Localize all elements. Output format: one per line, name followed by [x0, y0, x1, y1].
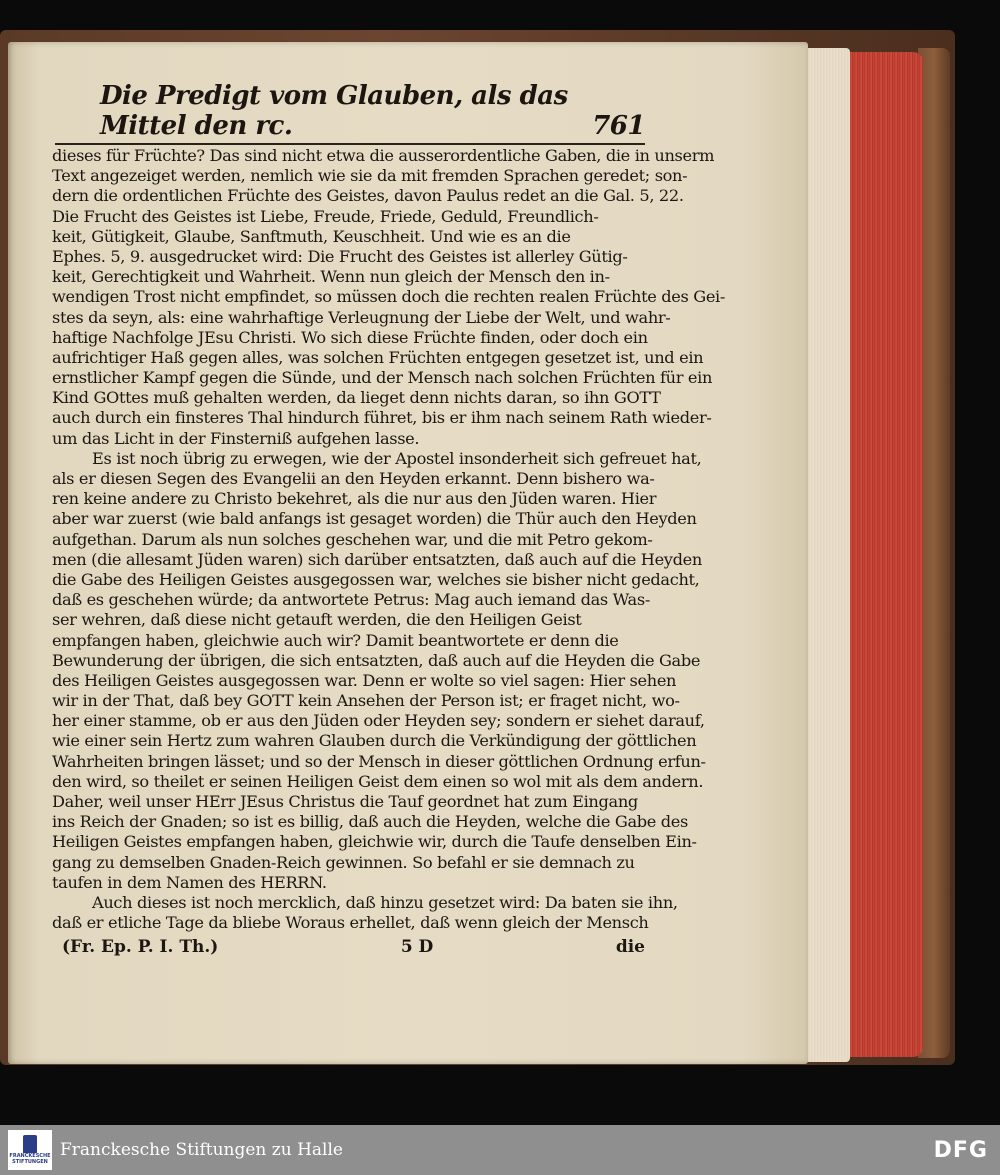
text-line: haftige Nachfolge JEsu Christi. Wo sich diese Früchte finden, oder doch ein — [52, 327, 648, 347]
text-line: gang zu demselben Gnaden-Reich gewinnen. So befahl er sie demnach zu — [52, 852, 635, 872]
text-line: wendigen Trost nicht empfindet, so müssen doch die rechten realen Früchte des Gei- — [52, 287, 725, 307]
text-line: aufgethan. Darum als nun solches geschehen war, und die mit Petro gekom- — [52, 529, 653, 549]
signature-left: (Fr. Ep. P. I. Th.) — [62, 937, 219, 957]
text-line: Kind GOttes muß gehalten werden, da lieget denn nichts daran, so ihn GOTT — [52, 388, 661, 408]
text-line: daß es geschehen würde; da antwortete Petrus: Mag auch iemand das Was- — [52, 590, 650, 610]
dfg-logo[interactable]: DFG — [933, 1137, 988, 1163]
text-line: taufen in dem Namen des HERRN. — [52, 872, 327, 892]
text-line: keit, Gütigkeit, Glaube, Sanftmuth, Keuschheit. Und wie es an die — [52, 226, 571, 246]
franckesche-logo[interactable] — [8, 1130, 52, 1170]
text-line: des Heiligen Geistes ausgegossen war. Denn er wolte so viel sagen: Hier sehen — [52, 670, 677, 690]
text-line: Daher, weil unser HErr JEsus Christus die Tauf geordnet hat zum Eingang — [52, 792, 638, 811]
header-rule — [55, 143, 645, 145]
text-line: ser wehren, daß diese nicht getauft werden, die den Heiligen Geist — [52, 610, 582, 630]
text-line: Heiligen Geistes empfangen haben, gleichwie wir, durch die Taufe denselben Ein- — [52, 832, 697, 852]
text-line: Die Frucht des Geistes ist Liebe, Freude, Friede, Geduld, Freundlich- — [52, 206, 599, 226]
text-line: stes da seyn, als: eine wahrhaftige Verleugnung der Liebe der Welt, und wahr- — [52, 307, 671, 327]
page-footer-line — [62, 937, 645, 957]
text-line: empfangen haben, gleichwie auch wir? Damit beantwortete er denn die — [52, 630, 619, 650]
text-line: um das Licht in der Finsterniß aufgehen lasse. — [52, 428, 420, 448]
text-line: Text angezeiget werden, nemlich wie sie da mit fremden Sprachen geredet; son- — [52, 166, 688, 186]
text-line: aufrichtiger Haß gegen alles, was solchen Früchten entgegen gesetzet ist, und ein — [52, 347, 704, 367]
text-line: daß er etliche Tage da bliebe Woraus erhellet, daß wenn gleich der Mensch — [52, 913, 649, 933]
text-line: wir in der That, daß bey GOTT kein Ansehen der Person ist; er fraget nicht, wo- — [52, 691, 680, 711]
text-line: her einer stamme, ob er aus den Jüden oder Heyden sey; sondern er siehet darauf, — [52, 711, 705, 731]
logo-caption: FRANCKESCHE STIFTUNGEN — [9, 1153, 51, 1165]
body-text — [52, 146, 725, 933]
text-line: ins Reich der Gnaden; so ist es billig, daß auch die Heyden, welche die Gabe des — [52, 812, 688, 832]
text-line: dern die ordentlichen Früchte des Geistes, davon Paulus redet an die Gal. 5, 22. — [52, 186, 684, 206]
text-line: aber war zuerst (wie bald anfangs ist gesaget worden) die Thür auch den Heyden — [52, 509, 697, 529]
viewer-footer-bar — [0, 1125, 1000, 1175]
text-line: Ephes. 5, 9. ausgedrucket wird: Die Frucht des Geistes ist allerley Gütig- — [52, 246, 628, 266]
catchword: die — [615, 937, 645, 957]
text-line: Bewunderung der übrigen, die sich entsatzten, daß auch auf die Heyden die Gabe — [52, 650, 701, 670]
text-line: men (die allesamt Jüden waren) sich darüber entsatzten, daß auch auf die Heyden — [52, 549, 702, 569]
text-line: die Gabe des Heiligen Geistes ausgegossen war, welches sie bisher nicht gedacht, — [52, 569, 700, 589]
text-line: Wahrheiten bringen lässet; und so der Mensch in dieser göttlichen Ordnung erfun- — [52, 751, 706, 771]
page-number: 761 — [592, 111, 645, 141]
text-line: ren keine andere zu Christo bekehret, als die nur aus den Jüden waren. Hier — [52, 489, 657, 509]
red-page-edges — [848, 52, 923, 1057]
text-line: den wird, so theilet er seinen Heiligen Geist dem einen so wol mit als dem andern. — [52, 771, 704, 791]
building-icon — [23, 1135, 37, 1153]
text-line: als er diesen Segen des Evangelii an den Heyden erkannt. Denn bishero wa- — [52, 469, 655, 488]
text-line: Auch dieses ist noch mercklich, daß hinzu gesetzet wird: Da baten sie ihn, — [92, 892, 678, 912]
text-line: dieses für Früchte? Das sind nicht etwa die ausserordentliche Gaben, die in unserm — [52, 146, 715, 165]
running-header — [100, 81, 645, 141]
text-line: keit, Gerechtigkeit und Wahrheit. Wenn nun gleich der Mensch den in- — [52, 267, 610, 287]
institution-name[interactable]: Franckesche Stiftungen zu Halle — [60, 1140, 343, 1160]
running-title: Die Predigt vom Glauben, als das Mittel den rc. — [100, 81, 568, 141]
text-line: ernstlicher Kampf gegen die Sünde, und der Mensch nach solchen Früchten für ein — [52, 368, 713, 388]
text-line: wie einer sein Hertz zum wahren Glauben durch die Verkündigung der göttlichen — [52, 731, 697, 751]
text-line: auch durch ein finsteres Thal hindurch führet, bis er ihm nach seinem Rath wieder- — [52, 408, 712, 428]
signature-mark: 5 D — [400, 937, 434, 957]
text-line: Es ist noch übrig zu erwegen, wie der Apostel insonderheit sich gefreuet hat, — [92, 448, 702, 468]
